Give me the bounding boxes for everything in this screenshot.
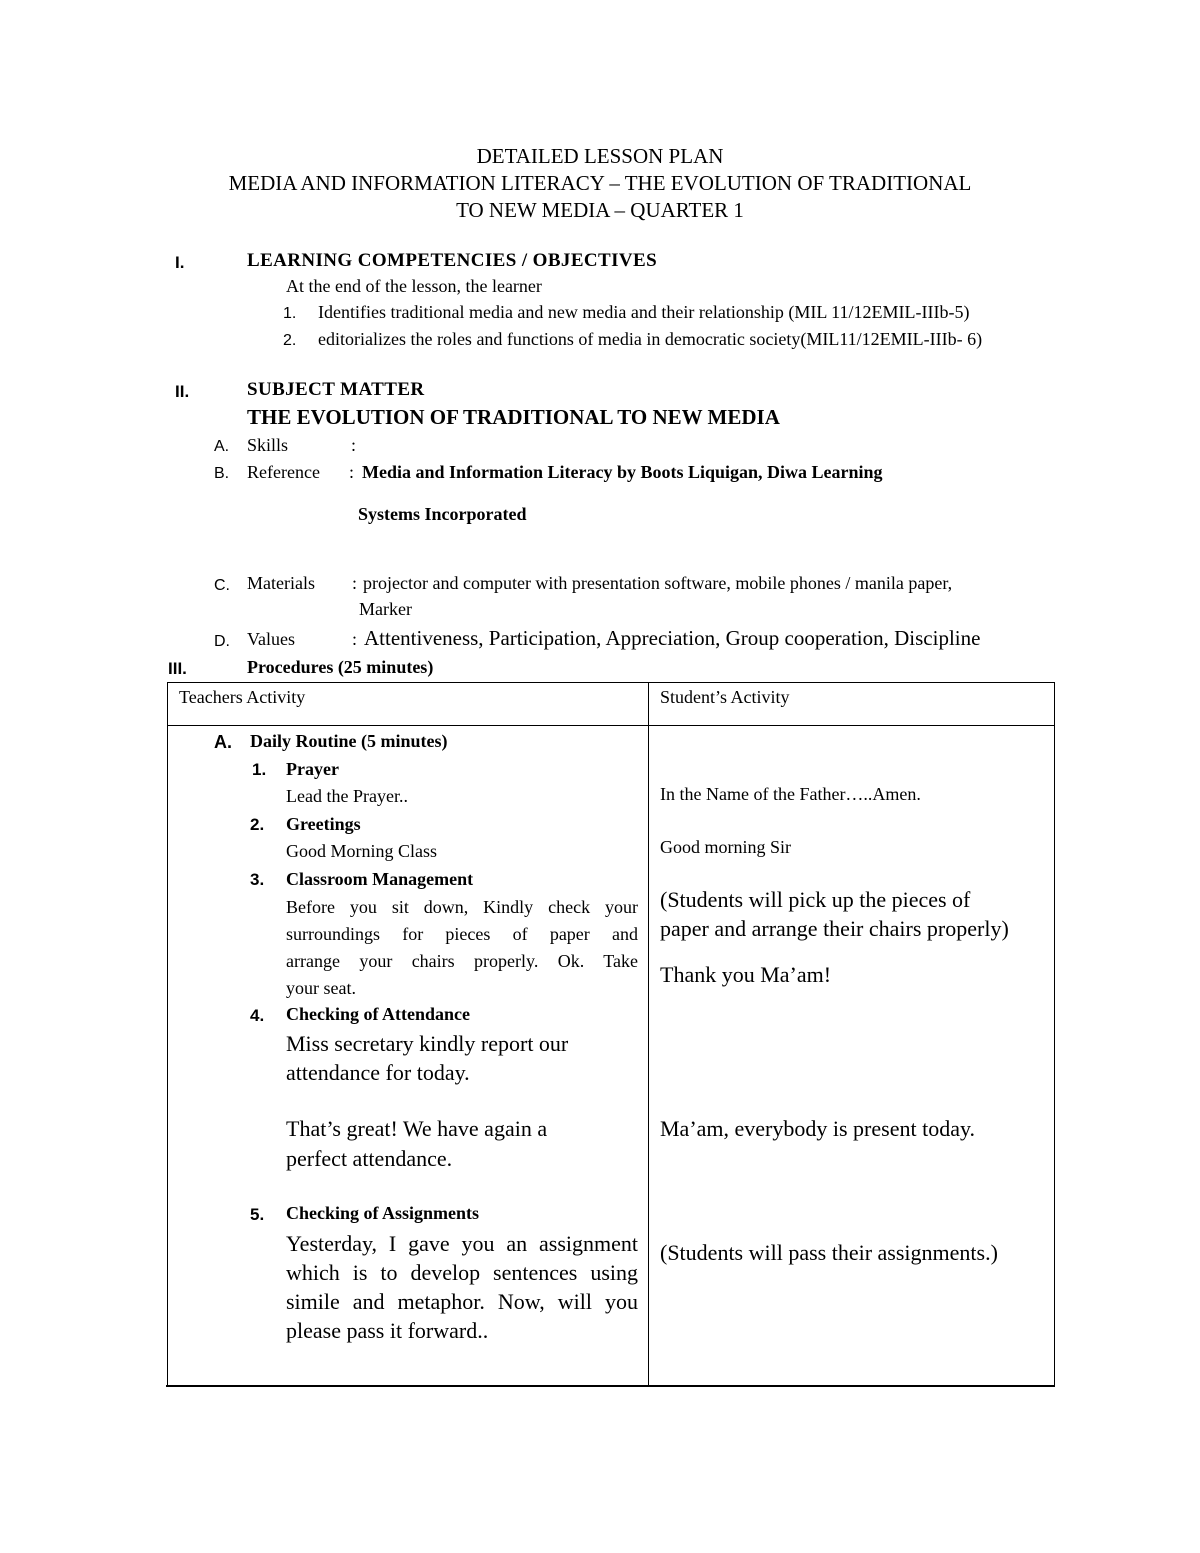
student-text: Thank you Ma’am! — [660, 962, 832, 987]
teacher-text: That’s great! We have again a — [286, 1116, 548, 1141]
reference-colon: : — [349, 462, 355, 482]
routine-letter: A. — [214, 732, 232, 752]
objectives-intro: At the end of the lesson, the learner — [286, 276, 542, 296]
step-number: 4. — [250, 1006, 265, 1025]
item-letter: C. — [214, 577, 230, 594]
teacher-text: surroundings for pieces of paper and — [286, 924, 638, 944]
step-number: 1. — [252, 760, 267, 779]
skills-colon: : — [351, 435, 357, 455]
materials-label: Materials — [247, 573, 315, 593]
section-2-numeral: II. — [175, 382, 190, 401]
values-text: Attentiveness, Participation, Appreciation, Group cooperation, Discipline — [364, 626, 981, 650]
section-3-numeral: III. — [168, 659, 187, 678]
step-number: 3. — [250, 870, 265, 889]
student-text: In the Name of the Father…..Amen. — [660, 784, 921, 804]
step-title: Checking of Attendance — [286, 1004, 470, 1024]
teacher-text: Lead the Prayer.. — [286, 786, 408, 806]
teacher-text: simile and metaphor. Now, will you — [286, 1289, 638, 1314]
subject-topic: THE EVOLUTION OF TRADITIONAL TO NEW MEDIA — [247, 405, 780, 429]
objective-number: 2. — [283, 332, 297, 349]
step-number: 5. — [250, 1205, 265, 1224]
step-title: Checking of Assignments — [286, 1203, 480, 1223]
objective-item: Identifies traditional media and new media and their relationship (MIL 11/12EMIL-IIIb-5) — [318, 302, 970, 322]
routine-title: Daily Routine (5 minutes) — [250, 731, 448, 751]
student-column-header: Student’s Activity — [660, 687, 790, 707]
student-text: (Students will pass their assignments.) — [660, 1240, 998, 1265]
teacher-text: Miss secretary kindly report our — [286, 1031, 569, 1056]
student-text: (Students will pick up the pieces of — [660, 887, 971, 912]
skills-label: Skills — [247, 435, 289, 455]
teacher-text: attendance for today. — [286, 1060, 470, 1085]
teacher-text: arrange your chairs properly. Ok. Take — [286, 951, 638, 971]
section-1-heading: LEARNING COMPETENCIES / OBJECTIVES — [247, 250, 658, 271]
teacher-text: Good Morning Class — [286, 841, 438, 861]
section-1-numeral: I. — [175, 253, 185, 272]
step-title: Prayer — [286, 759, 339, 779]
document-subtitle-line2: TO NEW MEDIA – QUARTER 1 — [456, 198, 744, 222]
teacher-text: your seat. — [286, 978, 356, 998]
item-letter: D. — [214, 633, 230, 650]
item-letter: A. — [214, 438, 230, 455]
section-2-heading: SUBJECT MATTER — [247, 379, 425, 400]
reference-text: Media and Information Literacy by Boots Liquigan, Diwa Learning — [362, 462, 883, 482]
materials-text-line2: Marker — [359, 599, 412, 619]
teacher-column-header: Teachers Activity — [179, 687, 306, 707]
document-title: DETAILED LESSON PLAN — [476, 144, 724, 168]
document-subtitle: MEDIA AND INFORMATION LITERACY – THE EVOLUTION OF TRADITIONAL — [228, 171, 972, 195]
student-text: Ma’am, everybody is present today. — [660, 1116, 976, 1141]
step-number: 2. — [250, 815, 265, 834]
student-text: Good morning Sir — [660, 837, 792, 857]
materials-text: projector and computer with presentation software, mobile phones / manila paper, — [363, 573, 953, 593]
teacher-text: Before you sit down, Kindly check your — [286, 897, 638, 917]
objective-item: editorializes the roles and functions of media in democratic society(MIL11/12EMIL-IIIb- 6) — [318, 329, 983, 349]
values-colon: : — [352, 629, 358, 649]
objective-number: 1. — [283, 305, 297, 322]
teacher-text: which is to develop sentences using — [286, 1260, 638, 1285]
teacher-text: Yesterday, I gave you an assignment — [286, 1231, 638, 1256]
step-title: Classroom Management — [286, 869, 474, 889]
step-title: Greetings — [286, 814, 361, 834]
teacher-text: please pass it forward.. — [286, 1318, 489, 1343]
reference-label: Reference — [247, 462, 320, 482]
section-3-heading: Procedures (25 minutes) — [247, 657, 434, 677]
reference-text-line2: Systems Incorporated — [358, 504, 527, 524]
student-text: paper and arrange their chairs properly) — [660, 916, 1009, 941]
values-label: Values — [247, 629, 295, 649]
item-letter: B. — [214, 465, 230, 482]
materials-colon: : — [352, 573, 358, 593]
teacher-text: perfect attendance. — [286, 1146, 453, 1171]
